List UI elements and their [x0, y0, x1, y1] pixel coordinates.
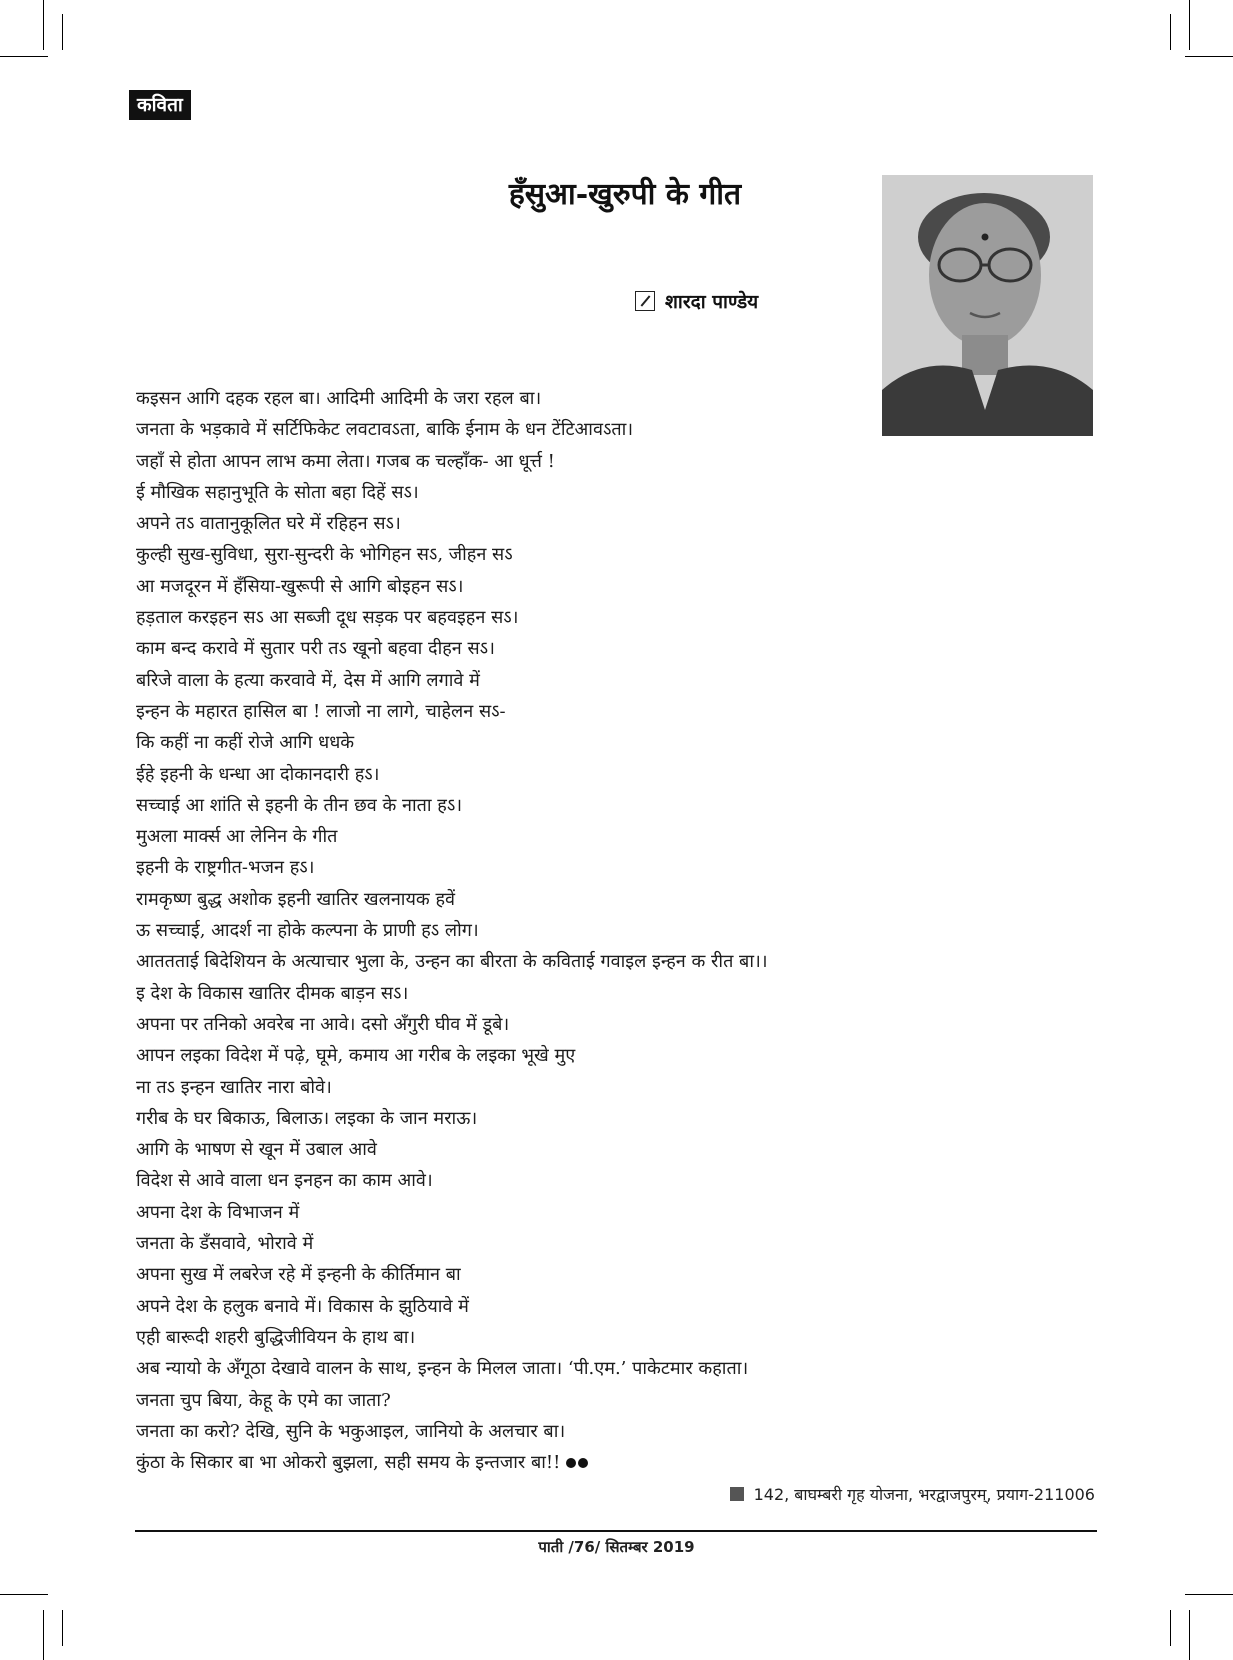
poem-line: जनता के भड़कावे में सर्टिफिकेट लवटावऽता, बाकि ईनाम के धन टेंटिआवऽता। [136, 419, 634, 441]
poem-line: अपने देश के हलुक बनावे में। विकास के झुठियावे में [136, 1295, 469, 1317]
byline [635, 288, 758, 314]
crop-mark [1185, 1594, 1233, 1595]
poem-body [136, 383, 1096, 1479]
crop-mark [43, 1610, 44, 1660]
crop-mark [1170, 1610, 1171, 1646]
poem-line: अब न्यायो के अँगूठा देखावे वालन के साथ, इन्हन के मिलल जाता। ‘पी.एम.’ पाकेटमार कहाता। [136, 1358, 749, 1380]
poem-line: अपने तऽ वातानुकूलित घरे में रहिहन सऽ। [136, 513, 401, 535]
end-dots-icon [566, 1447, 590, 1478]
crop-mark [1185, 56, 1233, 57]
crop-mark [0, 1594, 48, 1595]
poem-line: बरिजे वाला के हत्या करवावे में, देस में आगि लगावे में [136, 669, 480, 691]
poem-line: जहाँ से होता आपन लाभ कमा लेता। गजब क चल्हाँक- आ धूर्त्त ! [136, 450, 555, 472]
poem-line: आपन लइका विदेश में पढ़े, घूमे, कमाय आ गरीब के लइका भूखे मुए [136, 1045, 576, 1067]
poem-line: अपना पर तनिको अवरेब ना आवे। दसो अँगुरी घीव में डूबे। [136, 1013, 510, 1035]
poem-line: जनता चुप बिया, केहू के एमे का जाता? [136, 1389, 391, 1411]
square-bullet-icon [730, 1487, 744, 1501]
poem-line: अपना देश के विभाजन में [136, 1201, 300, 1223]
crop-mark [1189, 1610, 1190, 1660]
section-tag: कविता [129, 90, 191, 120]
poem-line: गरीब के घर बिकाऊ, बिलाऊ। लइका के जान मराऊ। [136, 1107, 478, 1129]
poem-line: सच्चाई आ शांति से इहनी के तीन छव के नाता हऽ। [136, 794, 463, 816]
footer-divider [135, 1530, 1097, 1532]
poem-line: कि कहीं ना कहीं रोजे आगि धधके [136, 732, 355, 754]
pen-icon [635, 291, 655, 311]
poem-line: ऊ सच्चाई, आदर्श ना होके कल्पना के प्राणी हऽ लोग। [136, 920, 479, 942]
poem-line: विदेश से आवे वाला धन इनहन का काम आवे। [136, 1170, 433, 1192]
poem-line: आततताई बिदेशियन के अत्याचार भुला के, उन्हन का बीरता के कविताई गवाइल इन्हन क रीत बा।। [136, 951, 768, 973]
poem-line: इ देश के विकास खातिर दीमक बाड़न सऽ। [136, 982, 409, 1004]
poem-line: कुंठा के सिकार बा भा ओकरो बुझला, सही समय के इन्तजार बा!! [136, 1447, 1096, 1479]
poem-line: ई मौखिक सहानुभूति के सोता बहा दिहें सऽ। [136, 481, 419, 503]
poem-line: एही बारूदी शहरी बुद्धिजीवियन के हाथ बा। [136, 1326, 416, 1348]
poem-line: मुअला मार्क्स आ लेनिन के गीत [136, 826, 338, 848]
crop-mark [62, 14, 63, 50]
poem-line: इन्हन के महारत हासिल बा ! लाजो ना लागे, चाहेलन सऽ- [136, 700, 506, 722]
page-title: हँसुआ-खुरुपी के गीत [508, 177, 742, 212]
poem-line: अपना सुख में लबरेज रहे में इन्हनी के कीर्तिमान बा [136, 1264, 461, 1286]
poem-line: कइसन आगि दहक रहल बा। आदिमी आदिमी के जरा रहल बा। [136, 388, 542, 409]
poem-line: ईहे इहनी के धन्धा आ दोकानदारी हऽ। [136, 763, 380, 785]
author-name: शारदा पाण्डेय [665, 291, 759, 313]
crop-mark [1189, 0, 1190, 50]
poem-line: रामकृष्ण बुद्ध अशोक इहनी खातिर खलनायक हवें [136, 888, 456, 910]
poem-line: जनता का करो? देखि, सुनि के भकुआइल, जानियो के अलचार बा। [136, 1420, 566, 1442]
poem-line: आ मजदूरन में हँसिया-खुरूपी से आगि बोइहन सऽ। [136, 575, 464, 597]
poem-line: ना तऽ इन्हन खातिर नारा बोवे। [136, 1076, 332, 1098]
address-text: 142, बाघम्बरी गृह योजना, भरद्वाजपुरम्, प्रयाग-211006 [753, 1485, 1095, 1504]
poem-line: आगि के भाषण से खून में उबाल आवे [136, 1139, 377, 1161]
poem-line: इहनी के राष्ट्रगीत-भजन हऽ। [136, 857, 315, 879]
poem-line: हड़ताल करइहन सऽ आ सब्जी दूध सड़क पर बहवइहन सऽ। [136, 607, 519, 629]
crop-mark [0, 56, 48, 57]
poem-line: कुल्ही सुख-सुविधा, सुरा-सुन्दरी के भोगिहन सऽ, जीहन सऽ [136, 544, 513, 566]
poem-line: जनता के डँसवावे, भोरावे में [136, 1233, 314, 1255]
crop-mark [1170, 14, 1171, 50]
poem-line: काम बन्द करावे में सुतार परी तऽ खूनो बहवा दीहन सऽ। [136, 638, 495, 660]
crop-mark [62, 1610, 63, 1646]
crop-mark [43, 0, 44, 50]
page-footer: पाती /76/ सितम्बर 2019 [538, 1538, 695, 1556]
author-address [730, 1483, 1095, 1505]
